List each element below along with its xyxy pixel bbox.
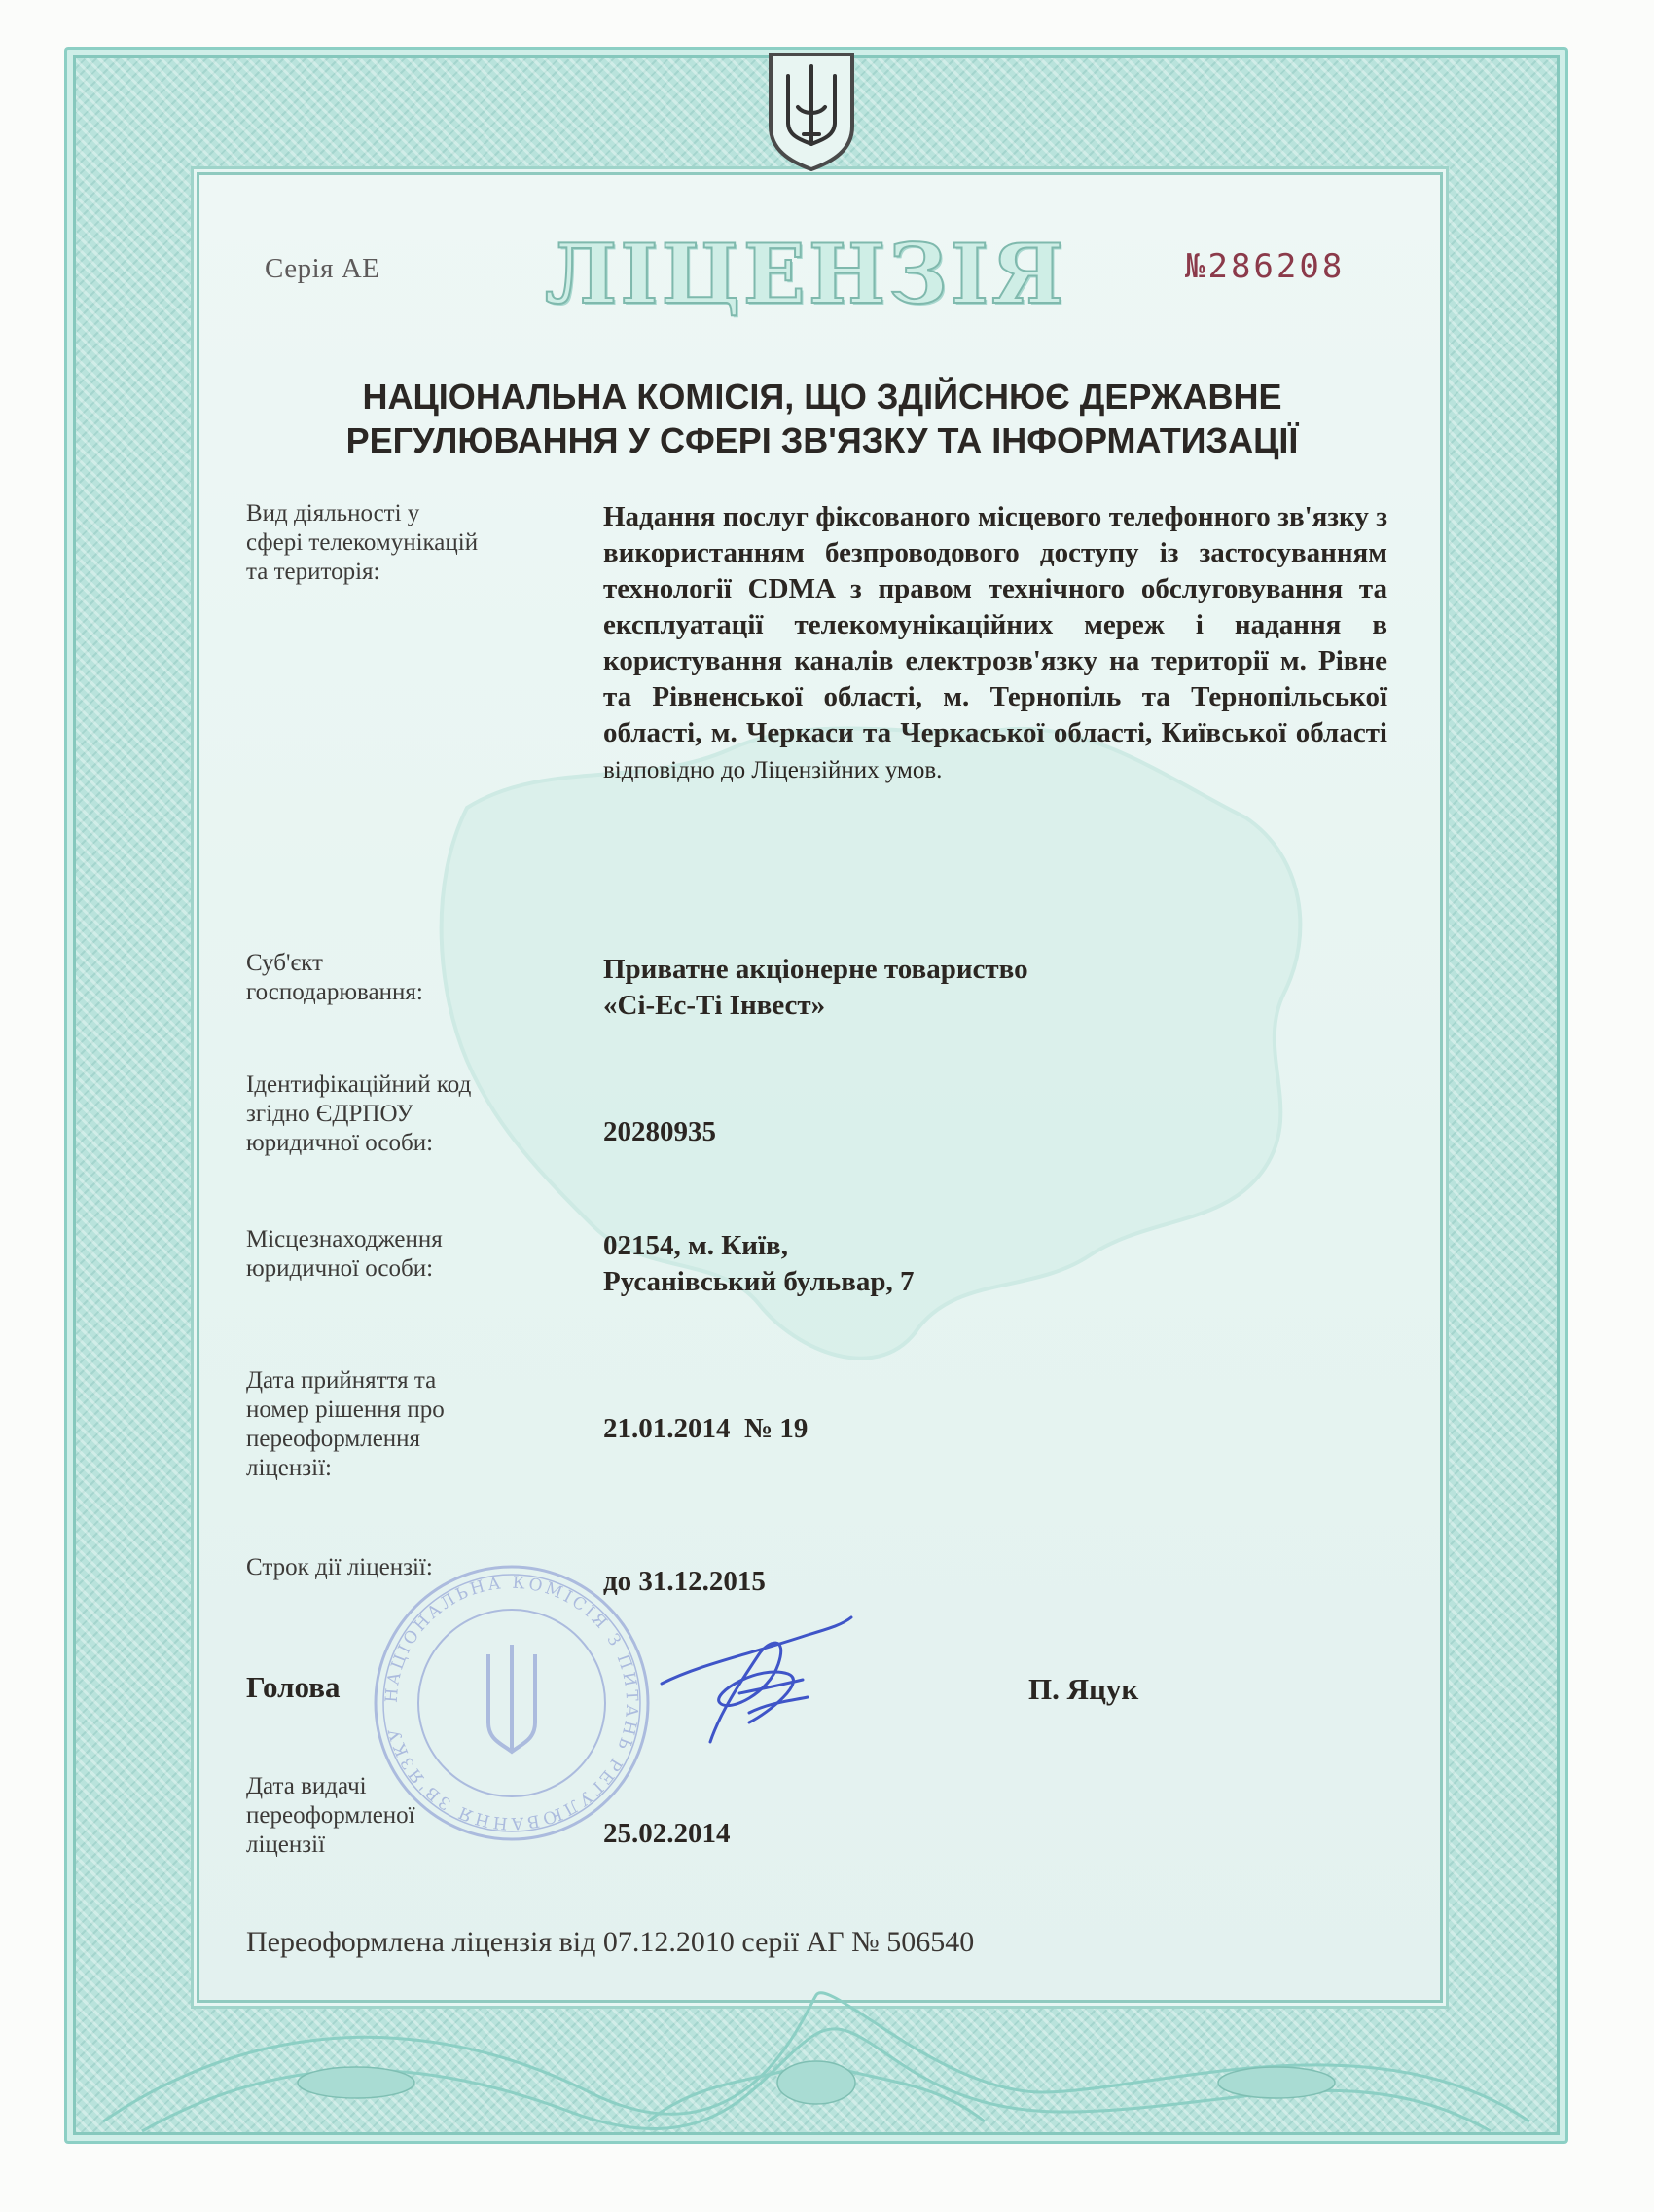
activity-label bbox=[246, 499, 538, 587]
label-line: Дата видачі bbox=[246, 1773, 367, 1799]
activity-value bbox=[603, 499, 1387, 788]
value-line: Русанівський бульвар, 7 bbox=[603, 1266, 915, 1297]
label-line: Вид діяльності у bbox=[246, 500, 420, 526]
bottom-ornament bbox=[64, 1976, 1568, 2144]
value-line: «Сі-Ес-Ті Інвест» bbox=[603, 990, 826, 1021]
value-line: 02154, м. Київ, bbox=[603, 1230, 788, 1261]
edrpou-value: 20280935 bbox=[603, 1116, 716, 1147]
entity-label bbox=[246, 949, 538, 1007]
location-label bbox=[246, 1225, 538, 1284]
label-line: переоформлення bbox=[246, 1426, 421, 1452]
issue-date-value: 25.02.2014 bbox=[603, 1818, 731, 1849]
trident-emblem-icon bbox=[765, 51, 858, 171]
label-line: згідно ЄДРПОУ bbox=[246, 1101, 414, 1127]
validity-value: до 31.12.2015 bbox=[603, 1566, 766, 1597]
reissue-note: Переоформлена ліцензія від 07.12.2010 серії АГ № 506540 bbox=[246, 1926, 975, 1958]
value-line: Приватне акціонерне товариство bbox=[603, 954, 1028, 985]
handwritten-signature bbox=[642, 1596, 856, 1761]
label-line: юридичної особи: bbox=[246, 1255, 434, 1282]
issuer-heading bbox=[224, 375, 1420, 462]
label-line: Строк дії ліцензії: bbox=[246, 1554, 433, 1580]
issue-date-label bbox=[246, 1772, 538, 1860]
document-title: ЛІЦЕНЗІЯ bbox=[545, 226, 1067, 322]
issuer-line: НАЦІОНАЛЬНА КОМІСІЯ, ЩО ЗДІЙСНЮЄ ДЕРЖАВНЕ bbox=[362, 377, 1282, 417]
label-line: номер рішення про bbox=[246, 1396, 445, 1423]
label-line: Дата прийняття та bbox=[246, 1367, 437, 1394]
label-line: Місцезнаходження bbox=[246, 1226, 443, 1252]
series-label: Серія АЕ bbox=[265, 253, 380, 284]
label-line: Ідентифікаційний код bbox=[246, 1071, 472, 1098]
activity-suffix: відповідно до Ліцензійних умов. bbox=[603, 757, 943, 783]
label-line: та територія: bbox=[246, 559, 380, 585]
seal-text: НАЦІОНАЛЬНА КОМІСІЯ З ПИТАНЬ РЕГУЛЮВАННЯ ЗВ'ЯЗКУ bbox=[381, 1573, 642, 1833]
label-line: Суб'єкт bbox=[246, 950, 323, 976]
activity-description: Надання послуг фіксованого місцевого телефонного зв'язку з використанням безпроводового доступу із застосуванням технології CDMA з правом технічного обслуговування та експлуатації телекомунікаційних мереж і надання в користування каналів електрозв'язку на території м. Рівне та Рівненської області, м. Тернопіль та Тернопільської області, м. Черкаси та Черкаської області, Київської області bbox=[603, 501, 1387, 748]
label-line: сфері телекомунікацій bbox=[246, 529, 479, 556]
label-line: переоформленої bbox=[246, 1802, 415, 1829]
entity-value bbox=[603, 952, 1387, 1024]
decision-label bbox=[246, 1366, 538, 1483]
issuer-line: РЕГУЛЮВАННЯ У СФЕРІ ЗВ'ЯЗКУ ТА ІНФОРМАТИЗАЦІЇ bbox=[345, 420, 1299, 460]
edrpou-label bbox=[246, 1070, 538, 1158]
label-line: ліцензії: bbox=[246, 1455, 332, 1481]
label-line: ліцензії bbox=[246, 1831, 326, 1858]
chairman-title: Голова bbox=[246, 1670, 341, 1704]
location-value bbox=[603, 1228, 1387, 1300]
license-number: №286208 bbox=[1185, 247, 1346, 286]
label-line: юридичної особи: bbox=[246, 1130, 434, 1156]
label-line: господарювання: bbox=[246, 979, 423, 1005]
decision-value: 21.01.2014 № 19 bbox=[603, 1413, 809, 1444]
chairman-name: П. Яцук bbox=[1028, 1672, 1139, 1706]
